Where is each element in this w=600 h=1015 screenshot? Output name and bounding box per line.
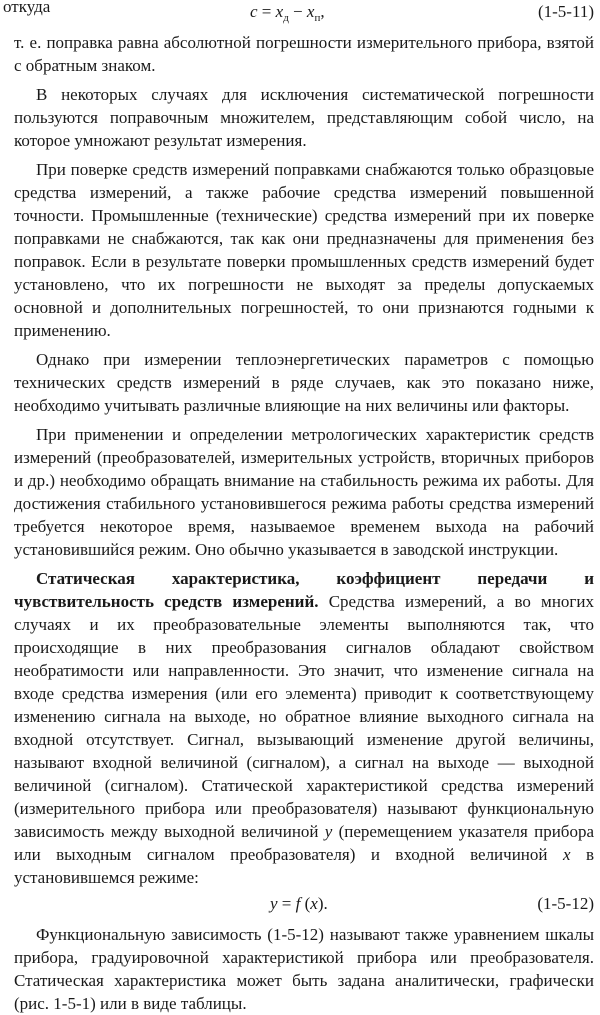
formula-number: (1-5-11) [537, 2, 594, 21]
formula-1-5-12 [14, 892, 594, 919]
paragraph-correction-factor: В некоторых случаях для исключения систематической погрешности пользуются поправочным множителем, представляющим собой число, на которое умножают результат измерения. [14, 85, 594, 150]
formula-1-5-11 [14, 0, 594, 27]
formula-number: (1-5-12) [537, 894, 594, 913]
paragraph-correction-sign: т. е. поправка равна абсолютной погрешности измерительного прибора, взятой с обратным знаком. [14, 33, 594, 75]
formula-expression: $c = x_д - x_п$, [250, 2, 325, 24]
paragraph-influencing-factors: Однако при измерении теплоэнергетических параметров с помощью технических средств измерений в ряде случаев, как это показано ниже, необходимо учитывать различные влияющие на них величины или факторы. [14, 350, 594, 415]
paragraph-scale-equation: Функциональную зависимость (1-5-12) называют также уравнением шкалы прибора, градуировочной характеристикой прибора или преобразователя. Статическая характеристика может быть задана аналитически, графически (рис. 1-5-1) или в виде таблицы. [14, 925, 594, 1013]
formula-expression: y = f (x). [270, 894, 328, 913]
paragraph-static-characteristic: Статическая характеристика, коэффициент передачи и чувствительность средств измерений. Средства измерений, а во многих случаях и их преобразовательные элементы выполняются так, что происходящие в них преобразования сигналов обладают свойством необратимости или направленности. Это значит, что изменение сигнала на входе средства измерения (или его элемента) приводит к соответствующему изменению сигнала на выходе, но обратное влияние выходного сигнала на входной отсутствует. Сигнал, вызывающий изменение другой величины, называют входной величиной (сигналом), а сигнал на выходе — выходной величиной (сигналом). Статической характеристикой средства измерений (измерительного прибора или преобразователя) называют функциональную зависимость между выходной величиной y (перемещением указателя прибора или выходным сигналом преобразователя) и входной величиной x в установившемся режиме: [14, 569, 594, 887]
section-heading: Статическая характеристика, коэффициент передачи и чувствительность средств измерений. [14, 569, 594, 611]
paragraph-stability: При применении и определении метрологических характеристик средств измерений (преобразователей, измерительных устройств, вторичных приборов и др.) необходимо обращать внимание на стабильность режима их работы. Для достижения стабильного установившегося режима работы средства измерений требуется некоторое время, называемое временем выхода на рабочий установившийся режим. Оно обычно указывается в заводской инструкции. [14, 425, 594, 559]
paragraph-verification: При поверке средств измерений поправками снабжаются только образцовые средства измерений, а также рабочие средства измерений повышенной точности. Промышленные (технические) средства измерений при их поверке поправками не снабжаются, так как они предназначены для применения без поправок. Если в результате поверки промышленных средств измерений будет установлено, что их погрешности не выходят за пределы допускаемых основной и дополнительных погрешностей, то они признаются годными к применению. [14, 160, 594, 340]
lead-word: откуда [3, 0, 51, 16]
